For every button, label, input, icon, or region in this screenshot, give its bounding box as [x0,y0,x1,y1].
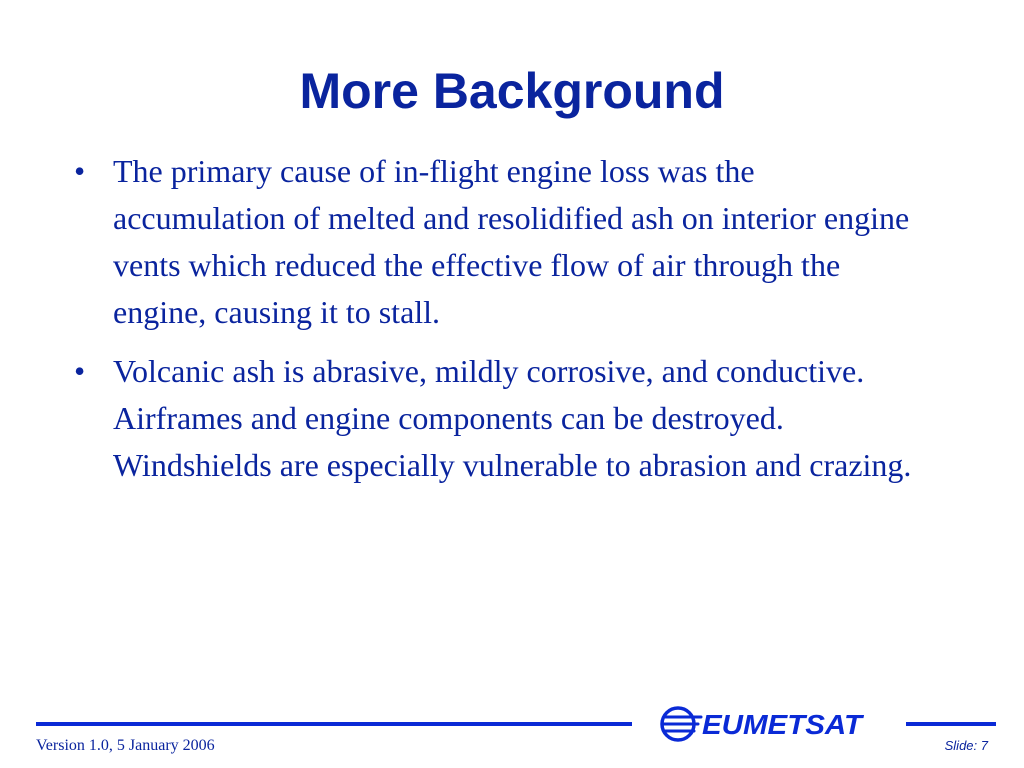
logo-wordmark: EUMETSAT [702,709,866,740]
bullet-text: The primary cause of in-flight engine loss was the accumulation of melted and resolidified ash on interior engine vents which reduced the effective flow of air through the engine, causing it to stall. [113,153,910,330]
eumetsat-globe-icon [658,703,873,745]
page-title: More Background [299,62,725,119]
footer-divider-left [36,722,632,726]
bullet-marker: • [74,153,86,189]
eumetsat-logo [658,703,873,745]
bullet-marker: • [74,353,86,389]
bullet-item [70,148,930,336]
bullet-text: Volcanic ash is abrasive, mildly corrosive, and conductive. Airframes and engine components can be destroyed. Windshields are especially vulnerable to abrasion and crazing. [113,353,912,483]
bullet-item [70,348,930,489]
version-label: Version 1.0, 5 January 2006 [36,737,215,754]
footer-divider-right [906,722,996,726]
slide-number: Slide: 7 [944,738,988,753]
bullet-list [70,148,930,501]
